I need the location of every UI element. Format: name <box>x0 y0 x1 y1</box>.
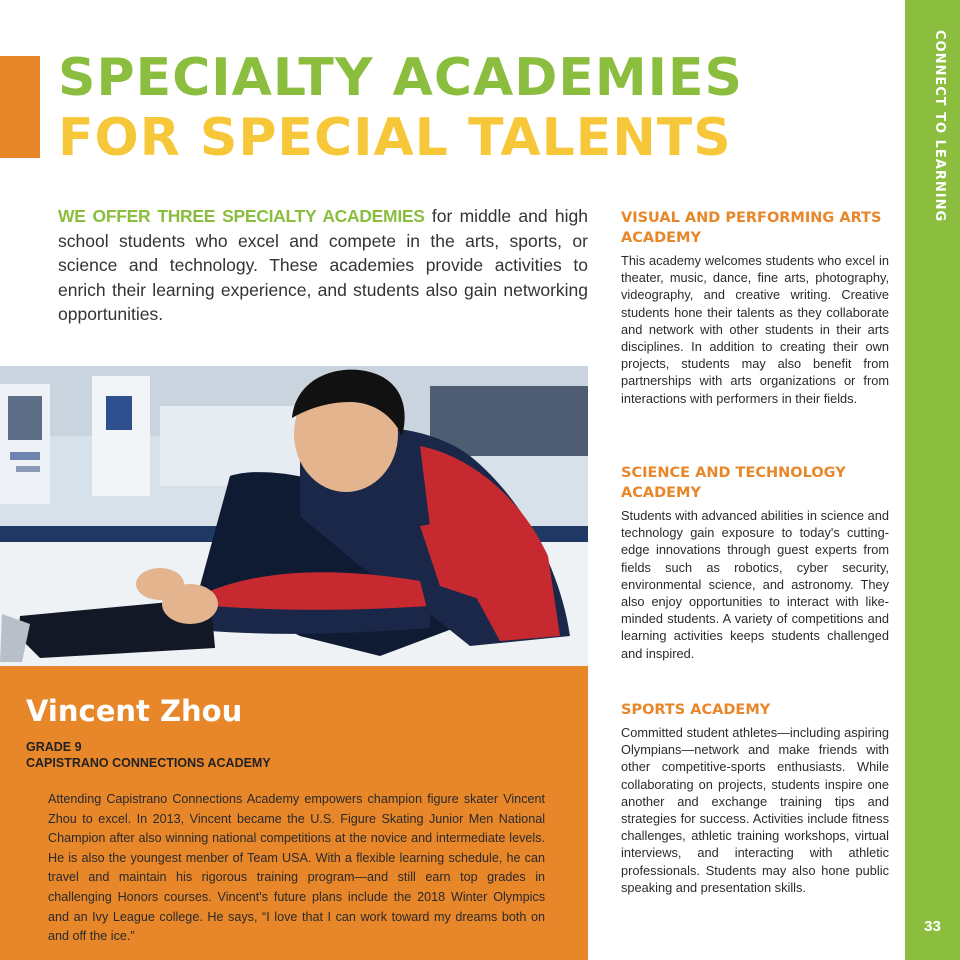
green-sidebar <box>905 0 960 960</box>
section-body: This academy welcomes students who excel in theater, music, dance, fine arts, photography, videography, and creative writing. Creative students hone their talents as they collaborate and network with other students in their arts disciplines. In addition to creating their own projects, students may also benefit from partnerships with arts organizations or from interactions with performers in their fields. <box>621 253 889 406</box>
section-heading: SPORTS ACADEMY <box>621 702 771 718</box>
section-body: Students with advanced abilities in science and technology gain exposure to today's cutting-edge innovations through guest experts from fields such as robotics, cyber security, environmental science, and astronomy. They also enjoy opportunities to interact with like-minded students. A variety of competitions and learning activities keeps students challenged and inspired. <box>621 508 889 661</box>
section-body: Committed student athletes—including aspiring Olympians—network and make friends with other competitive-sports enthusiasts. While collaborating on projects, students inspire one another and exchange training tips and strategies for success. Activities include fitness challenges, athletic training workshops, virtual interviews, and interacting with athletic professionals. Students may also hone public speaking and presentation skills. <box>621 725 889 895</box>
section-heading: SCIENCE AND TECHNOLOGY ACADEMY <box>621 465 846 501</box>
sidebar-label: CONNECT TO LEARNING <box>932 30 947 223</box>
student-name: Vincent Zhou <box>26 694 243 728</box>
skater-photo <box>0 366 588 666</box>
sports-academy-section <box>621 700 889 896</box>
science-academy-section <box>621 463 889 662</box>
student-story: Attending Capistrano Connections Academy empowers champion figure skater Vincent Zhou to excel. In 2013, Vincent became the U.S. Figure Skating Junior Men National Champion after also winning national competitions at the novice and intermediate levels. He is also the youngest menber of Team USA. With a flexible learning schedule, he can travel and maintain his rigorous training program—and still earn top grades in challenging Honors courses. Vincent's future plans include the 2018 Winter Olympics and an Ivy League college. He says, “I love that I can work toward my dreams both on and off the ice.” <box>48 792 545 944</box>
student-details <box>26 739 271 771</box>
student-school: CAPISTRANO CONNECTIONS ACADEMY <box>26 756 271 770</box>
title-line-1: SPECIALTY ACADEMIES <box>58 48 743 108</box>
page-number: 33 <box>924 918 941 935</box>
arts-academy-section <box>621 208 889 407</box>
intro-paragraph <box>58 204 588 327</box>
intro-text: for middle and high school students who excel and compete in the arts, sports, or science and technology. These academies provide activities to enrich their learning experience, and students also gain networking opportunities. <box>58 206 588 324</box>
section-heading: VISUAL AND PERFORMING ARTS ACADEMY <box>621 210 882 246</box>
page-title <box>58 48 743 168</box>
student-grade: GRADE 9 <box>26 740 82 754</box>
orange-accent-block <box>0 56 40 158</box>
intro-lead: WE OFFER THREE SPECIALTY ACADEMIES <box>58 206 425 226</box>
title-line-2: FOR SPECIAL TALENTS <box>58 108 732 168</box>
